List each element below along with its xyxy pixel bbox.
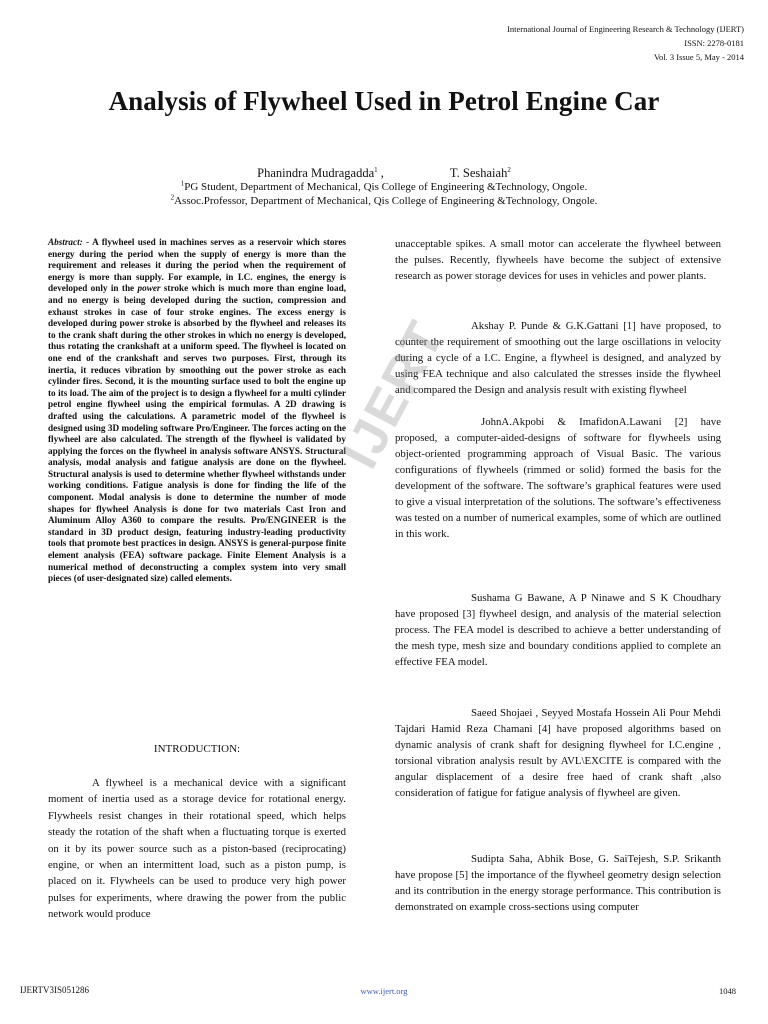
abstract-text-a: A flywheel used in machines serves as a reservoir which stores energy during the period when the supply of energy is more than the requirement and releases it during the period when the requirement of energy is more than supply. For example, in I.C. engines, the energy is developed only in the <box>48 237 346 294</box>
right-para-5-text: Saeed Shojaei , Seyyed Mostafa Hossein Ali Pour Mehdi Tajdari Hamid Reza Chamani [4] have proposed algorithms based on dynamic analysis of crank shaft for designing flywheel for I.C.engine , torsional vibration analysis result by AVL\EXCITE is compared with the angular displacement of a desire free haed of crank shaft ,also consideration of fatigue for fatigue analysis of flywheel are given. <box>395 707 721 799</box>
introduction-body <box>48 775 346 923</box>
affiliation-2 <box>0 195 768 207</box>
author-1-sup: 1 <box>374 165 378 174</box>
right-para-1-text: unacceptable spikes. A small motor can accelerate the flywheel between the pulses. Recently, flywheels have become the subject of extensive research as power storage devices for uses in vehicles and power plants. <box>395 238 721 282</box>
affiliation-1-sup: 1 <box>180 179 185 188</box>
journal-header <box>414 22 744 64</box>
right-para-1 <box>395 236 721 284</box>
footer-page-number: 1048 <box>719 986 736 996</box>
affiliation-1-text: PG Student, Department of Mechanical, Qis College of Engineering &Technology, Ongole. <box>184 181 588 193</box>
authors-line <box>0 166 768 181</box>
right-para-4-text: Sushama G Bawane, A P Ninawe and S K Choudhary have proposed [3] flywheel design, and analysis of the material selection process. The FEA model is described to achieve a better understanding of the mesh type, mesh size and boundary conditions applied to complete an effective FEA model. <box>395 592 721 668</box>
footer-paper-id: IJERTV3IS051286 <box>20 985 89 995</box>
right-para-3 <box>395 414 721 542</box>
right-para-5 <box>395 705 721 801</box>
volume-issue: Vol. 3 Issue 5, May - 2014 <box>653 52 744 62</box>
author-2: T. Seshaiah <box>449 166 508 180</box>
right-para-3-text: JohnA.Akpobi & ImafidonA.Lawani [2] have proposed, a computer-aided-designs of software for flywheels using object-oriented programming approach of Visual Basic. The various configurations of flywheels (rimmed or solid) formed the basis for the development of the software. The software’s graphical features were used to give a visual interpretation of the solutions. The software’s effectiveness was tested on a number of numerical examples, some of which are outlined in this work. <box>395 416 721 540</box>
paper-title: Analysis of Flywheel Used in Petrol Engine Car <box>108 86 660 116</box>
right-para-6 <box>395 851 721 915</box>
abstract-emphasis: power <box>137 283 161 294</box>
right-para-4 <box>395 590 721 670</box>
introduction-heading: INTRODUCTION: <box>153 743 241 755</box>
ijert-watermark: IJERT <box>330 311 456 478</box>
author-1: Phanindra Mudragadda <box>257 166 375 180</box>
footer-website-link[interactable]: www.ijert.org <box>360 986 408 996</box>
abstract-lead: Abstract: - <box>48 237 90 247</box>
author-1-suffix: , <box>377 166 384 180</box>
abstract-text-b: stroke which is much more than engine load, and no energy is being developed during the suction, compression and exhaust strokes in case of four stroke engines. The excess energy is developed during power stroke is absorbed by the flywheel and releases its to the crank shaft during the other strokes in which no energy is developed, thus rotating the crankshaft at a uniform speed. The flywheel is located on one end of the crankshaft and serves two purposes. First, through its inertia, it reduces vibration by smoothing out the power stroke as each cylinder fires. Second, it is the mounting surface used to bolt the engine up to its load. The aim of the project is to design a flywheel for a multi cylinder petrol engine flywheel using the empirical formulas. A 2D drawing is drafted using the calculations. A parametric model of the flywheel is designed using 3D modeling software Pro/Engineer. The forces acting on the flywheel are also calculated. The strength of the flywheel is validated by applying the forces on the flywheel in analysis software ANSYS. Structural analysis, modal analysis and fatigue analysis are done on the flywheel. Structural analysis is used to determine whether flywheel withstands under working conditions. Fatigue analysis is done for finding the life of the component. Modal analysis is done to determine the number of mode shapes for flywheel Analysis is done for two materials Cast Iron and Aluminum Alloy A360 to compare the results. Pro/ENGINEER is the standard in 3D product design, featuring industry-leading productivity tools that promote best practices in design. ANSYS is general-purpose finite element analysis (FEA) software package. Finite Element Analysis is a numerical method of deconstructing a complex system into very small pieces (of user-designated size) called elements. <box>48 283 347 584</box>
right-para-6-text: Sudipta Saha, Abhik Bose, G. SaiTejesh, S.P. Srikanth have propose [5] the importance of the flywheel geometry design selection and its contribution in the energy storage performance. This contribution is demonstrated on example cross-sections using computer <box>395 853 721 913</box>
abstract <box>48 237 346 585</box>
introduction-text: A flywheel is a mechanical device with a significant moment of inertia used as a storage device for rotational energy. Flywheels resist changes in their rotational speed, which helps steady the rotation of the shaft when a fluctuating torque is exerted on it by its power source such as a piston-based (reciprocating) engine, or when an intermittent load, such as a piston pump, is placed on it. Flywheels can be used to produce very high power pulses for experiments, where drawing the power from the public network would produce <box>48 777 346 921</box>
issn: ISSN: 2278-0181 <box>684 38 744 48</box>
affiliation-1 <box>0 181 768 193</box>
right-para-2-text: Akshay P. Punde & G.K.Gattani [1] have proposed, to counter the requirement of smoothing out the large oscillations in velocity during a cycle of a I.C. Engine, a flywheel is designed, and analyzed by using FEA technique and also calculated the stresses inside the flywheel and compared the Design and analysis result with existing flywheel <box>395 320 721 396</box>
author-2-sup: 2 <box>507 165 511 174</box>
affiliation-2-text: Assoc.Professor, Department of Mechanical, Qis College of Engineering &Technology, Ongole. <box>174 195 598 207</box>
journal-name: International Journal of Engineering Research & Technology (IJERT) <box>507 24 744 34</box>
affiliation-2-sup: 2 <box>170 193 175 202</box>
